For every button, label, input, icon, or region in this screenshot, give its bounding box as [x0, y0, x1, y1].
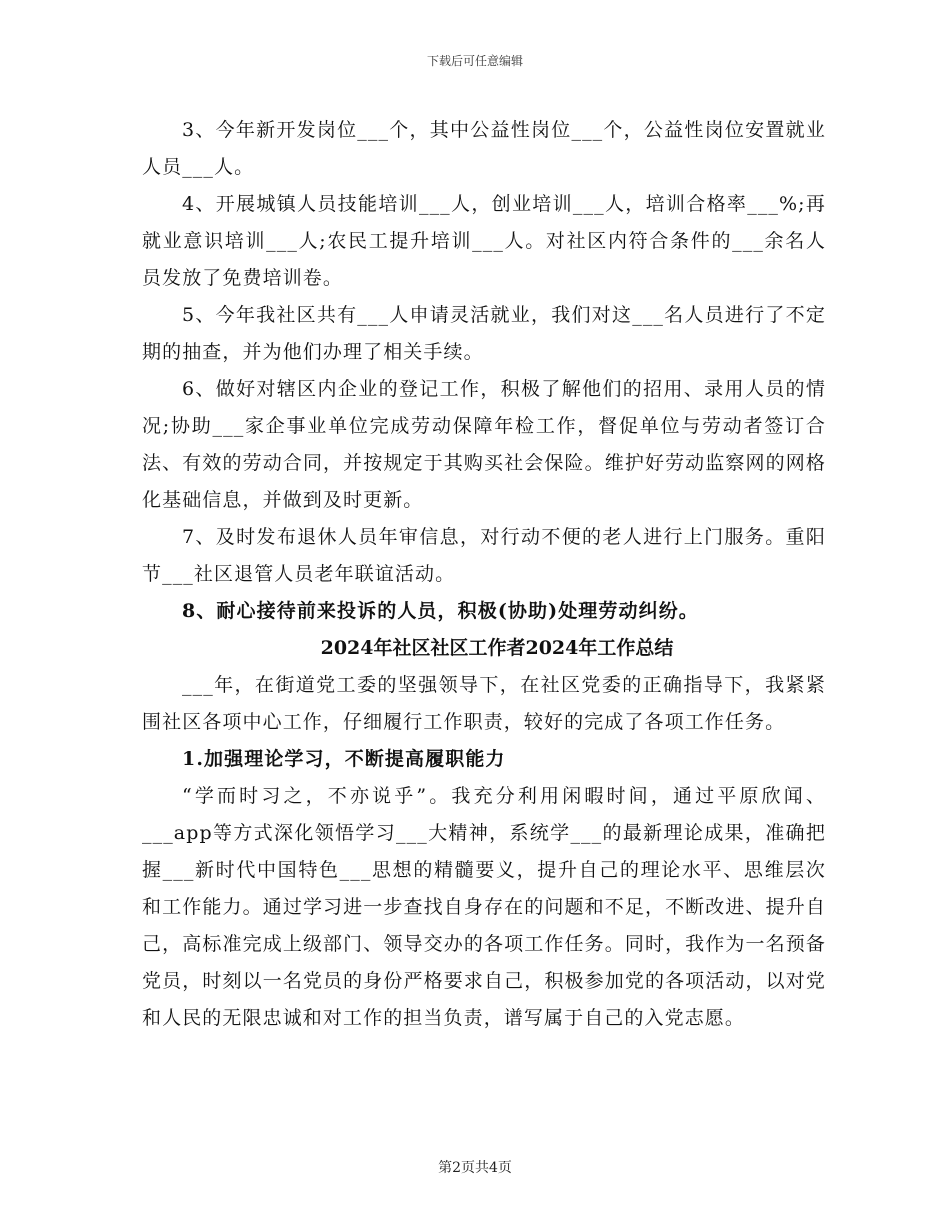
document-body: [142, 112, 826, 1037]
document-title: 2024年社区社区工作者2024年工作总结: [320, 637, 674, 659]
paragraph-item-4: 4、开展城镇人员技能培训___人，创业培训___人，培训合格率___%;再就业意识培训___人;农民工提升培训___人。对社区内符合条件的___余名人员发放了免费培训卷。: [142, 193, 826, 289]
paragraph-item-5: 5、今年我社区共有___人申请灵活就业，我们对这___名人员进行了不定期的抽查，并为他们办理了相关手续。: [142, 304, 826, 363]
paragraph-item-6: 6、做好对辖区内企业的登记工作，积极了解他们的招用、录用人员的情况;协助___家企事业单位完成劳动保障年检工作，督促单位与劳动者签订合法、有效的劳动合同，并按规定于其购买社会保险。维护好劳动监察网的网格化基础信息，并做到及时更新。: [142, 378, 826, 511]
paragraph-item-3: 3、今年新开发岗位___个，其中公益性岗位___个，公益性岗位安置就业人员___人。: [142, 119, 826, 178]
page-footer: 第2页共4页: [438, 1160, 512, 1176]
section-body-paragraph: “学而时习之，不亦说乎”。我充分利用闲暇时间，通过平原欣闻、___app等方式深化领悟学习___大精神，系统学___的最新理论成果，准确把握___新时代中国特色___思想的精髓要义，提升自己的理论水平、思维层次和工作能力。通过学习进一步查找自身存在的问题和不足，不断改进、提升自己，高标准完成上级部门、领导交办的各项工作任务。同时，我作为一名预备党员，时刻以一名党员的身份严格要求自己，积极参加党的各项活动，以对党和人民的无限忠诚和对工作的担当负责，谱写属于自己的入党志愿。: [142, 785, 826, 1029]
intro-paragraph: ___年，在街道党工委的坚强领导下，在社区党委的正确指导下，我紧紧围社区各项中心工作，仔细履行工作职责，较好的完成了各项工作任务。: [142, 674, 826, 733]
paragraph-item-7: 7、及时发布退休人员年审信息，对行动不便的老人进行上门服务。重阳节___社区退管人员老年联谊活动。: [142, 526, 826, 585]
section-heading: 1.加强理论学习，不断提高履职能力: [182, 748, 506, 770]
paragraph-item-8: 8、耐心接待前来投诉的人员，积极(协助)处理劳动纠纷。: [182, 600, 699, 622]
page-header: 下载后可任意编辑: [426, 54, 523, 68]
